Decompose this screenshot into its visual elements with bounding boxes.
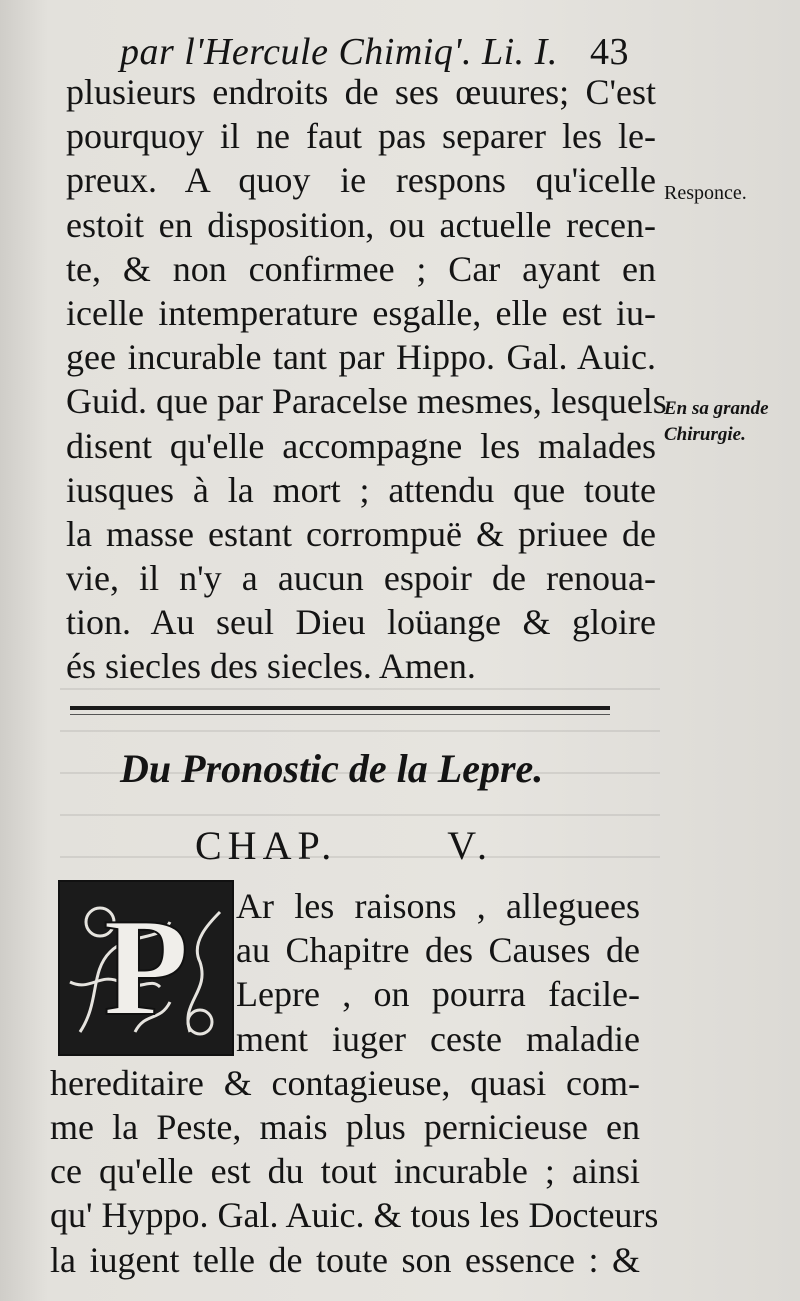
- margin-note-line: Chirurgie.: [664, 424, 746, 445]
- text-line: me la Peste, mais plus pernicieuse en: [50, 1106, 640, 1147]
- text-line: la iugent telle de toute son essence : &: [50, 1239, 640, 1280]
- text-line: disent qu'elle accompagne les malades: [66, 425, 656, 466]
- text-line: vie, il n'y a aucun espoir de renoua-: [66, 558, 656, 599]
- dropcap-letter: P: [103, 890, 189, 1045]
- text-line: iusques à la mort ; attendu que toute: [66, 469, 656, 510]
- chapter-label: CHAP.: [195, 823, 338, 868]
- chapter-heading: [195, 822, 493, 869]
- text-line: la masse estant corrompuë & priuee de: [66, 513, 656, 554]
- text-line: és siecles des siecles. Amen.: [66, 646, 476, 687]
- chapter-title: Du Pronostic de la Lepre.: [120, 746, 544, 791]
- running-head: [120, 26, 640, 76]
- text-line: Lepre , on pourra facile-: [236, 974, 640, 1015]
- chapter-text: [50, 884, 659, 1282]
- text-line: Ar les raisons , alleguees: [236, 886, 640, 926]
- margin-note-line: En sa grande: [664, 398, 769, 419]
- text-line: preux. A quoy ie respons qu'icelle: [66, 160, 656, 201]
- text-line: au Chapitre des Causes de: [236, 930, 640, 971]
- text-line: gee incurable tant par Hippo. Gal. Auic.: [66, 337, 656, 378]
- page-number: 43: [590, 31, 629, 73]
- text-line: estoit en disposition, ou actuelle recen-: [66, 204, 656, 245]
- margin-note-responce: Responce.: [664, 182, 747, 204]
- running-head-title: par l'Hercule Chimiq'. Li. I.: [120, 31, 558, 73]
- body-text: [66, 70, 667, 689]
- text-line: te, & non confirmee ; Car ayant en: [66, 248, 656, 289]
- section-rule: [70, 706, 610, 710]
- text-line: icelle intemperature esgalle, elle est iu-: [66, 292, 656, 333]
- text-line: hereditaire & contagieuse, quasi com-: [50, 1062, 640, 1103]
- text-line: ce qu'elle est du tout incurable ; ainsi: [50, 1151, 640, 1192]
- margin-note-chirurgie: [664, 396, 769, 448]
- text-line: plusieurs endroits de ses œuures; C'est: [66, 72, 656, 112]
- text-line: pourquoy il ne faut pas separer les le-: [66, 116, 656, 157]
- text-line: qu' Hyppo. Gal. Auic. & tous les Docteurs: [50, 1195, 659, 1236]
- text-line: Guid. que par Paracelse mesmes, lesquels: [66, 381, 667, 422]
- text-line: tion. Au seul Dieu loüange & gloire: [66, 602, 656, 643]
- chapter-number: V.: [447, 823, 493, 868]
- text-line: ment iuger ceste maladie: [236, 1018, 640, 1059]
